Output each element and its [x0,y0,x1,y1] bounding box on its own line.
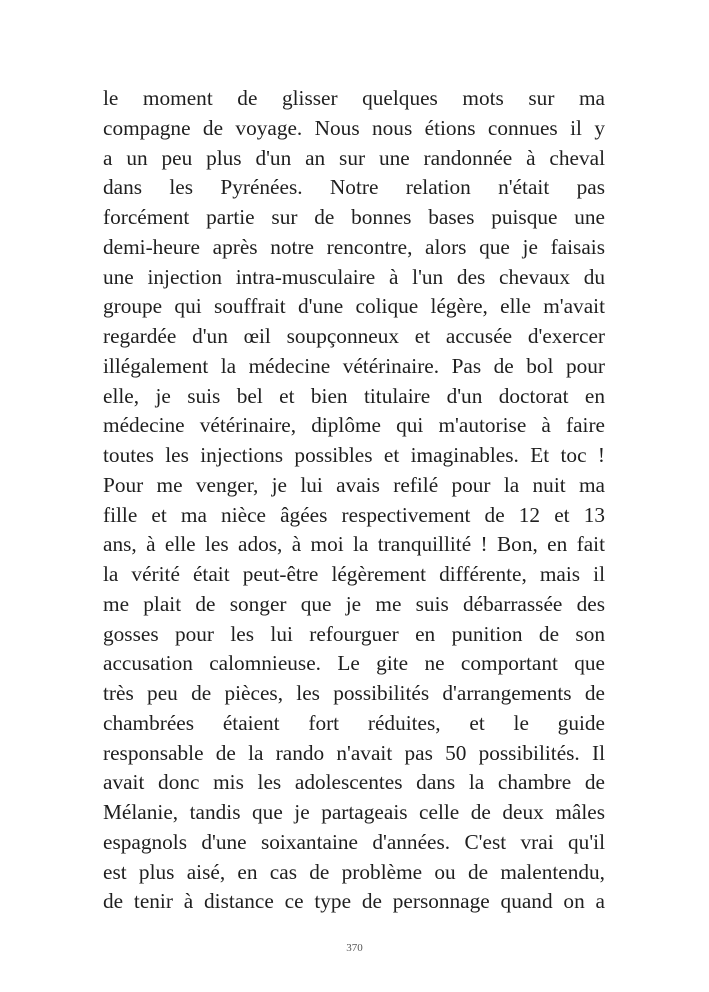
text-line: illégalement la médecine vétérinaire. Pas de bol pour [103,353,605,378]
text-line: compagne de voyage. Nous nous étions connues il y [103,115,605,140]
text-line: demi-heure après notre rencontre, alors que je faisais [103,234,605,259]
text-line: de tenir à distance ce type de personnage quand on a [103,889,605,914]
text-line: avait donc mis les adolescentes dans la chambre de [103,770,605,795]
text-line: est plus aisé, en cas de problème ou de malentendu, [103,859,605,884]
text-line: Mélanie, tandis que je partageais celle de deux mâles [103,800,605,824]
text-line: ans, à elle les ados, à moi la tranquillité ! Bon, en fait [103,532,605,557]
text-line: très peu de pièces, les possibilités d'arrangements de [103,681,605,705]
text-line: responsable de la rando n'avait pas 50 possibilités. Il [103,740,605,765]
text-line: accusation calomnieuse. Le gite ne comportant que [103,651,605,676]
text-line: médecine vétérinaire, diplôme qui m'autorise à faire [103,413,605,438]
text-line: chambrées étaient fort réduites, et le guide [103,710,605,735]
text-line: espagnols d'une soixantaine d'années. C'est vrai qu'il [103,829,605,854]
text-line: le moment de glisser quelques mots sur ma [103,86,605,110]
text-line: elle, je suis bel et bien titulaire d'un doctorat en [103,383,605,408]
text-line: a un peu plus d'un an sur une randonnée à cheval [103,145,605,170]
text-line: gosses pour les lui refourguer en punition de son [103,621,605,646]
page-number: 370 [346,942,363,954]
text-line: Pour me venger, je lui avais refilé pour la nuit ma [103,472,605,497]
text-line: dans les Pyrénées. Notre relation n'était pas [103,175,605,200]
text-line: me plait de songer que je me suis débarrassée des [103,591,605,616]
text-line: toutes les injections possibles et imaginables. Et toc ! [103,443,605,467]
text-line: groupe qui souffrait d'une colique légère, elle m'avait [103,294,605,319]
text-line: forcément partie sur de bonnes bases puisque une [103,205,605,229]
text-line: une injection intra-musculaire à l'un des chevaux du [103,264,605,289]
body-text [103,84,605,917]
text-line: regardée d'un œil soupçonneux et accusée d'exercer [103,324,605,348]
text-line: la vérité était peut-être légèrement différente, mais il [103,562,605,586]
text-line: fille et ma nièce âgées respectivement de 12 et 13 [103,502,605,527]
